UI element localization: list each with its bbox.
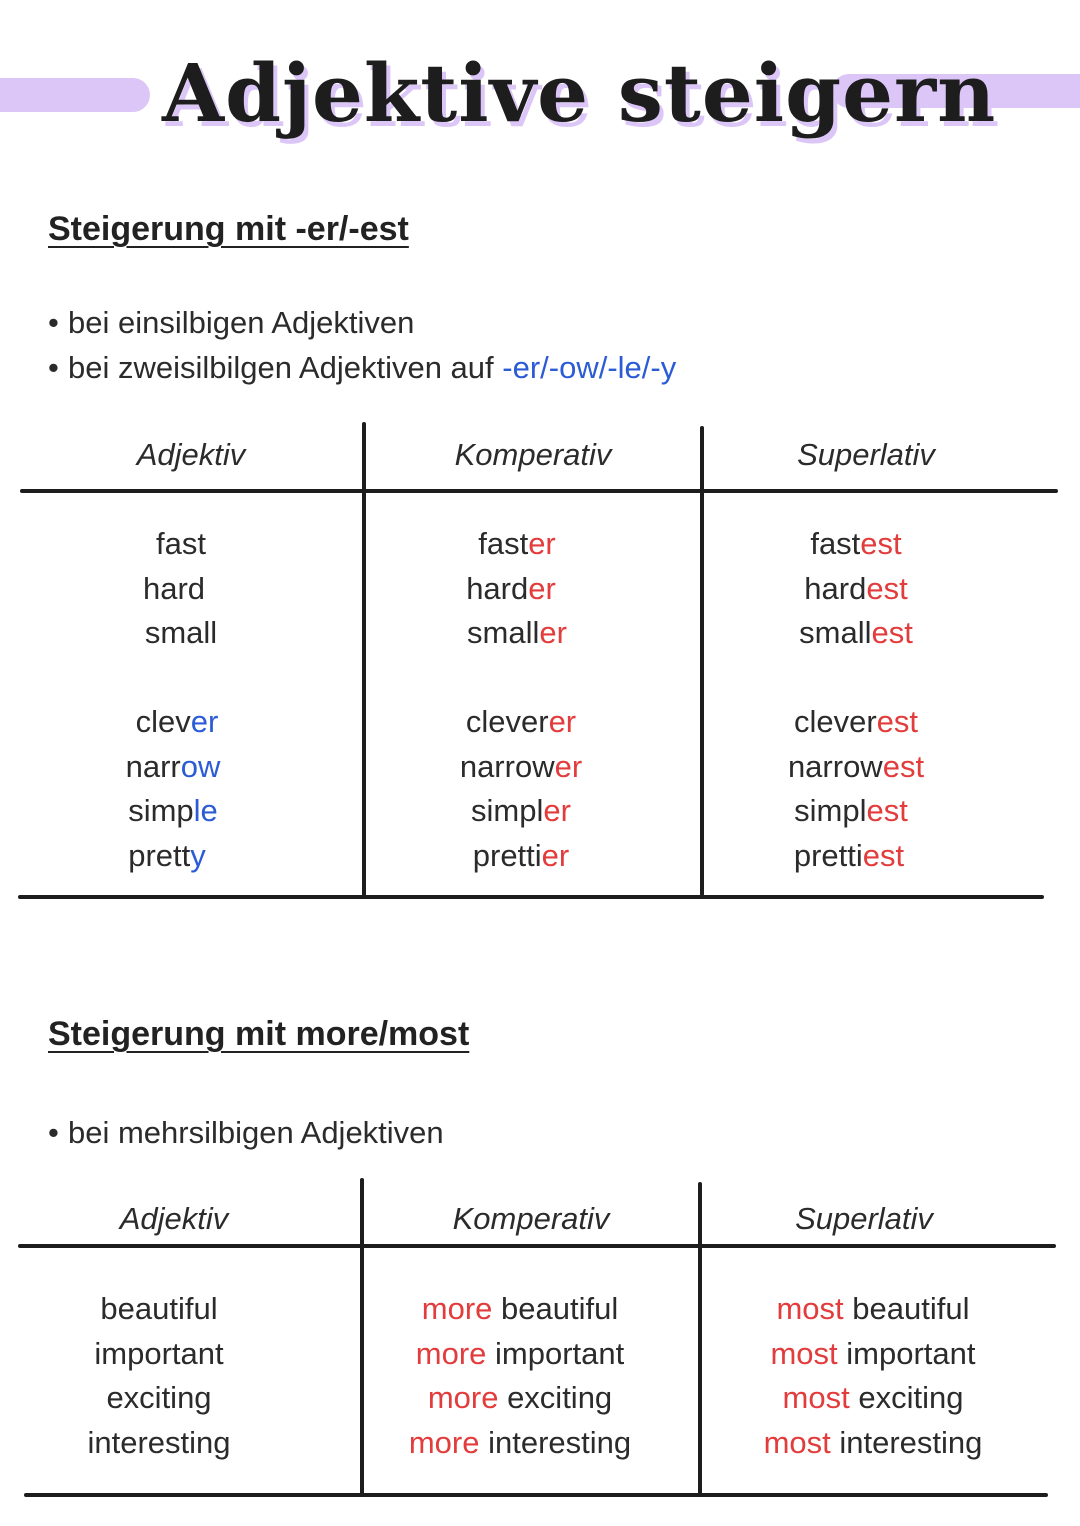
bullet-item [48, 345, 676, 390]
table-header-rule [20, 489, 1058, 493]
column-header-superlativ: Superlativ [797, 437, 935, 472]
table-cell: fastest [810, 526, 902, 561]
page-title: Adjektive steigern [162, 46, 997, 140]
table-cell: exciting [106, 1380, 212, 1415]
table-header-rule [18, 1244, 1056, 1248]
table-bottom-rule [18, 895, 1044, 899]
column-header-superlativ: Superlativ [795, 1201, 933, 1236]
table-cell: pretty [128, 837, 206, 873]
table-cell: more exciting [427, 1380, 613, 1415]
bullet-dot-icon: • [48, 1115, 59, 1150]
table-cell: simpler [471, 793, 571, 828]
column-komperativ-group2 [366, 700, 676, 878]
bullet-item [48, 300, 676, 345]
table-cell: beautiful [100, 1291, 218, 1326]
column-komperativ [364, 1287, 676, 1465]
bullet-dot-icon: • [48, 305, 59, 340]
table-cell: more interesting [408, 1424, 632, 1460]
table-cell: smallest [799, 615, 913, 650]
table-cell: important [94, 1335, 224, 1371]
table-cell: most exciting [782, 1380, 964, 1415]
table-cell: more important [415, 1335, 625, 1371]
bullet-item [48, 1110, 444, 1155]
bullet-highlight: -er/-ow/-le/-y [502, 350, 677, 385]
table-cell: small [144, 615, 218, 650]
table-cell: hardest [804, 570, 908, 606]
table-cell: prettiest [793, 837, 905, 873]
table-cell: most interesting [763, 1424, 983, 1460]
table-cell: cleverer [465, 704, 577, 739]
bullet-list-more-most [48, 1110, 444, 1155]
column-superlativ-group2 [704, 700, 1008, 878]
table-cell: hard [142, 570, 206, 606]
table-cell: faster [478, 526, 556, 561]
table-cell: most important [770, 1335, 976, 1371]
bullet-text: bei zweisilbilgen Adjektiven auf [68, 350, 503, 385]
table-cell: cleverest [793, 704, 919, 739]
highlight-bar-left [0, 78, 150, 112]
table-cell: clever [135, 704, 219, 739]
table-cell: harder [466, 570, 556, 606]
table-cell: fast [156, 526, 206, 561]
column-superlativ-group1 [704, 522, 1008, 656]
table-cell: narrow [125, 748, 221, 784]
table-cell: narrowest [787, 748, 925, 784]
table-cell: smaller [467, 615, 567, 650]
column-header-adjektiv: Adjektiv [119, 1201, 229, 1236]
bullet-text: bei einsilbigen Adjektiven [68, 305, 415, 340]
column-header-adjektiv: Adjektiv [136, 437, 246, 472]
column-adjektiv-group1 [20, 522, 342, 656]
column-adjektiv-group2 [20, 700, 326, 878]
column-header-komperativ: Komperativ [454, 437, 612, 472]
table-cell: simplest [794, 793, 908, 828]
table-cell: most beautiful [776, 1291, 970, 1326]
bullet-list-er-est [48, 300, 676, 390]
column-adjektiv [18, 1287, 300, 1465]
table-cell: prettier [472, 837, 570, 873]
table-cell: interesting [87, 1424, 231, 1460]
table-cell: more beautiful [421, 1291, 619, 1326]
table-bottom-rule [24, 1493, 1048, 1497]
column-header-komperativ: Komperativ [452, 1201, 610, 1236]
table-cell: narrower [459, 748, 583, 784]
section-heading-more-most: Steigerung mit more/most [48, 1015, 470, 1053]
bullet-dot-icon: • [48, 350, 59, 385]
column-komperativ-group1 [366, 522, 668, 656]
column-superlativ [702, 1287, 1044, 1465]
section-heading-er-est: Steigerung mit -er/-est [48, 210, 409, 248]
table-cell: simple [128, 793, 218, 828]
bullet-text: bei mehrsilbigen Adjektiven [68, 1115, 444, 1150]
